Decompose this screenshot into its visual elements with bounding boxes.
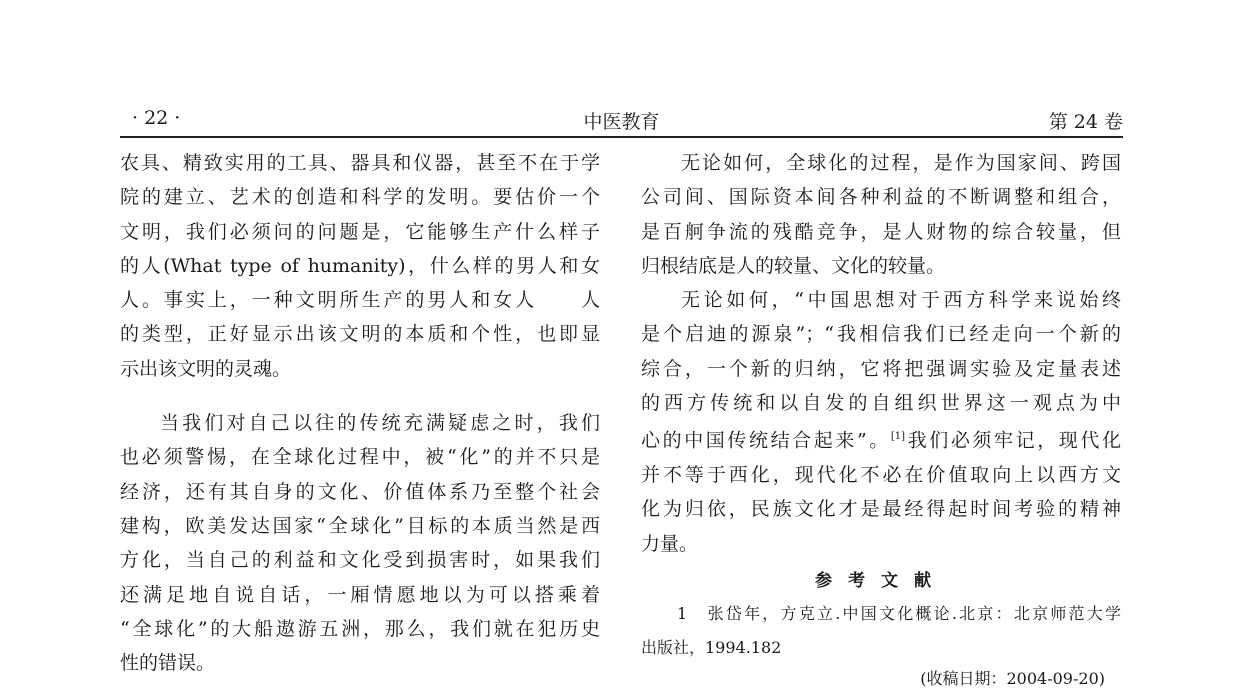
text-line: 的人(What type of humanity)，什么样的男人和女	[120, 254, 600, 277]
received-date: (收稿日期：2004-09-20)	[920, 668, 1105, 688]
text-line: 综合，一个新的归纳，它将把强调实验及定量表述	[641, 357, 1121, 380]
text-line: 力量。	[641, 532, 699, 555]
text-line: 文明，我们必须问的问题是，它能够生产什么样子	[120, 220, 600, 243]
text-line: 人。事实上，一种文明所生产的男人和女人 人	[120, 289, 600, 312]
page-header	[120, 102, 1123, 138]
text-line: 无论如何，全球化的过程，是作为国家间、跨国	[681, 152, 1121, 174]
reference-line: 1 张岱年，方克立.中国文化概论.北京：北京师范大学	[677, 603, 1121, 623]
text-segment: 心的中国传统结合起来”。	[641, 429, 891, 452]
text-line	[641, 420, 1121, 458]
text-line: 是百舸争流的残酷竞争，是人财物的综合较量，但	[641, 220, 1121, 243]
text-line: 示出该文明的灵魂。	[120, 357, 292, 380]
right-column	[641, 146, 1121, 693]
volume-label: 第 24 卷	[1048, 111, 1123, 133]
reference-line: 出版社，1994.182	[641, 637, 782, 657]
text-line: 还满足地自说自话，一厢情愿地以为可以搭乘着	[120, 583, 600, 606]
text-line: “全球化”的大船遨游五洲，那么，我们就在犯历史	[120, 617, 600, 640]
text-line: 农具、精致实用的工具、器具和仪器，甚至不在于学	[120, 152, 600, 174]
text-line: 方化，当自己的利益和文化受到损害时，如果我们	[120, 549, 600, 572]
text-line: 是个启迪的源泉”；“我相信我们已经走向一个新的	[641, 323, 1121, 346]
text-line: 的西方传统和以自发的自组织世界这一观点为中	[641, 392, 1121, 415]
text-line: 院的建立、艺术的创造和科学的发明。要估价一个	[120, 186, 600, 209]
text-line: 的类型，正好显示出该文明的本质和个性，也即显	[120, 323, 600, 346]
citation-mark: [1]	[890, 431, 906, 443]
journal-title: 中医教育	[583, 111, 660, 133]
reference-item	[641, 597, 1121, 665]
text-line: 建构，欧美发达国家“全球化”目标的本质当然是西	[120, 514, 600, 537]
references-heading: 参考文献	[815, 570, 947, 591]
text-line: 归根结底是人的较量、文化的较量。	[641, 254, 946, 277]
text-line: 也必须警惕，在全球化过程中，被“化”的并不只是	[120, 446, 600, 469]
text-segment: 我们必须牢记，现代化	[905, 429, 1121, 452]
text-line: 公司间、国际资本间各种利益的不断调整和组合，	[641, 186, 1121, 209]
text-line: 化为归依，民族文化才是最经得起时间考验的精神	[641, 498, 1121, 521]
text-line: 经济，还有其自身的文化、价值体系乃至整个社会	[120, 480, 600, 503]
text-line: 无论如何，“中国思想对于西方科学来说始终	[681, 289, 1121, 312]
text-line: 并不等于西化，现代化不必在价值取向上以西方文	[641, 464, 1121, 486]
left-column	[120, 146, 600, 680]
text-line: 当我们对自己以往的传统充满疑虑之时，我们	[160, 412, 600, 435]
text-line: 性的错误。	[120, 652, 216, 675]
page-number: · 22 ·	[132, 107, 181, 129]
